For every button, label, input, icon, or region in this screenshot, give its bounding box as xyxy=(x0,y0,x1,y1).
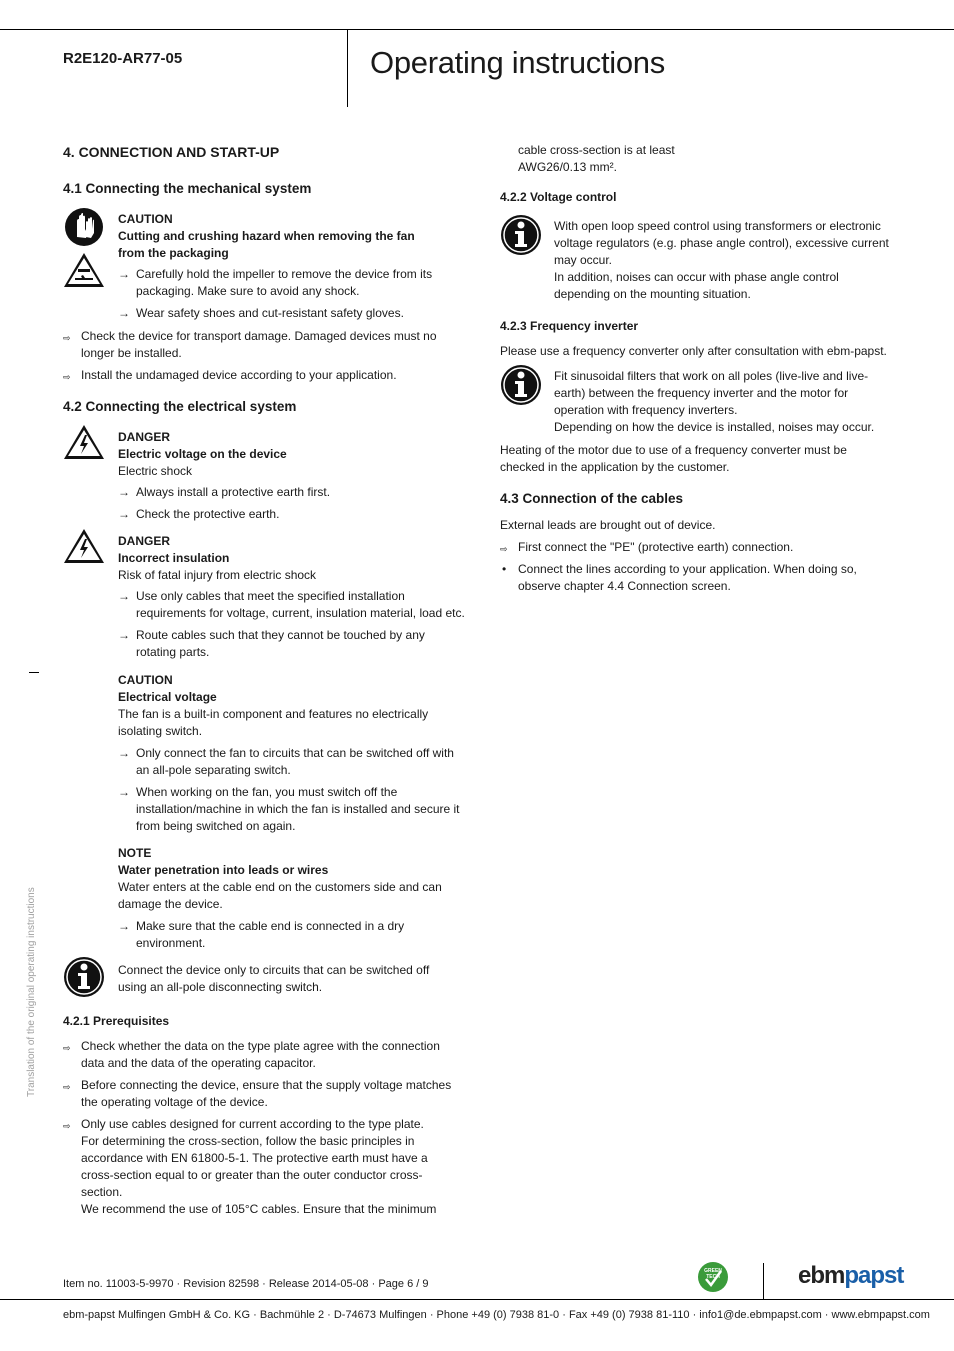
section-heading: 4. CONNECTION AND START-UP xyxy=(63,144,280,160)
company-info: ebm-papst Mulfingen GmbH & Co. KG · Bachmühle 2 · D-74673 Mulfingen · Phone +49 (0) 7938 81-0 · Fax +49 (0) 7938 81-110 · info1@de.ebmpapst.com · www.ebmpapst.com xyxy=(63,1309,930,1321)
list-mechanical: ⇨ Check the device for transport damage. Damaged devices must no longer be installed. ⇨ Install the undamaged device according to your application. xyxy=(63,329,437,382)
item-info: Item no. 11003-5-9970 · Revision 82598 · Release 2014-05-08 · Page 6 / 9 xyxy=(63,1278,429,1290)
note-water: NOTE Water penetration into leads or wires Water enters at the cable end on the customers side and can damage the device. → Make sure that the cable end is connected in a dry environment. xyxy=(118,846,442,950)
info-icon xyxy=(500,214,542,256)
continued-text: cable cross-section is at least AWG26/0.13 mm². xyxy=(518,143,675,174)
info-switch: Connect the device only to circuits that can be switched off using an all-pole disconnecting switch. xyxy=(118,963,430,994)
inverter-intro: Please use a frequency converter only after consultation with ebm-papst. xyxy=(500,344,887,358)
side-note: Translation of the original operating instructions xyxy=(26,887,37,1097)
caution-electrical: CAUTION Electrical voltage The fan is a built-in component and features no electrically isolating switch. → Only connect the fan to circuits that can be switched off with an all-pole separating switch. → When working on the fan, you must switch off the installation/machine in which the fan is installed and secure it from being switched on again. xyxy=(118,673,460,833)
heading-4-2: 4.2 Connecting the electrical system xyxy=(63,399,297,414)
heading-4-3: 4.3 Connection of the cables xyxy=(500,491,684,506)
heading-4-2-1: 4.2.1 Prerequisites xyxy=(63,1014,170,1028)
danger-voltage: DANGER Electric voltage on the device Electric shock → Always install a protective earth first. → Check the protective earth. xyxy=(118,430,331,521)
high-voltage-icon xyxy=(63,423,105,461)
list-cables: External leads are brought out of device. ⇨ First connect the "PE" (protective earth) connection. • Connect the lines according to your application. When doing so, observe chapter 4.4 Connection screen. xyxy=(500,518,857,593)
svg-text:GREEN: GREEN xyxy=(704,1268,722,1274)
svg-text:TECH: TECH xyxy=(706,1274,720,1280)
info-icon xyxy=(63,956,105,998)
page-title: Operating instructions xyxy=(370,45,665,80)
caution-mechanical: CAUTION Cutting and crushing hazard when removing the fan from the packaging → Carefully hold the impeller to remove the device from its packaging. Make sure to avoid any shock. → Wear safety shoes and cut-resistant safety gloves. xyxy=(118,212,433,320)
info-voltage-control: With open loop speed control using transformers or electronic voltage regulators (e.g. phase angle control), excessive current may occur. In addition, noises can occur with phase angle control depending on the mounting situation. xyxy=(554,219,889,301)
gloves-icon xyxy=(63,207,105,247)
info-inverter: Fit sinusoidal filters that work on all poles (live-live and live- earth) between the frequency inverter and the motor for operation with frequency inverters. Depending on how the device is installed, noises may occur. xyxy=(554,369,875,434)
ebmpapst-logo: ebmpapst xyxy=(798,1262,904,1289)
inverter-heating: Heating of the motor due to use of a frequency converter must be checked in the application by the customer. xyxy=(500,443,847,474)
heading-4-2-3: 4.2.3 Frequency inverter xyxy=(500,319,639,333)
list-prerequisites: ⇨ Check whether the data on the type plate agree with the connection data and the data of the operating capacitor. ⇨ Before connecting the device, ensure that the supply voltage matches the operating voltage of the device. ⇨ Only use cables designed for current according to the type plate. For determining the cross-section, follow the basic principles in accordance with EN 61800-5-1. The protective earth must have a cross-section equal to or greater than the outer conductor cross- section. We recommend the use of 105°C cables. Ensure that the minimum xyxy=(63,1039,452,1216)
info-icon xyxy=(500,364,542,406)
heading-4-2-2: 4.2.2 Voltage control xyxy=(500,190,617,204)
high-voltage-icon xyxy=(63,527,105,565)
greentech-badge-icon xyxy=(697,1261,729,1293)
model-number: R2E120-AR77-05 xyxy=(63,50,183,67)
heading-4-1: 4.1 Connecting the mechanical system xyxy=(63,181,312,196)
danger-insulation: DANGER Incorrect insulation Risk of fatal injury from electric shock → Use only cables that meet the specified installation requirements for voltage, current, insulation material, load etc. → Route cables such that they cannot be touched by any rotating parts. xyxy=(118,534,465,659)
crush-warning-icon xyxy=(63,251,105,289)
